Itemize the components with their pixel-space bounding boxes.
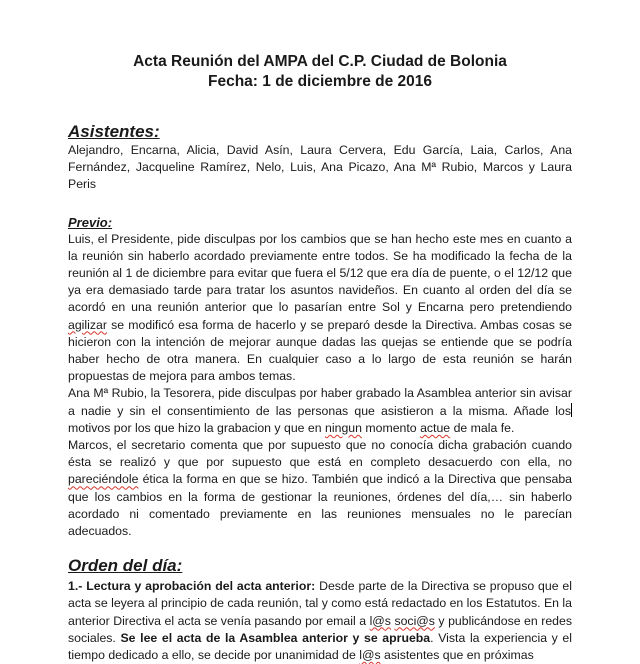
spelling-error: l@s [359, 648, 381, 663]
asistentes-heading: Asistentes: [68, 122, 160, 141]
previo-heading: Previo: [68, 214, 113, 230]
spelling-error: soci@s [394, 613, 435, 628]
previo-p2-start: Ana Mª Rubio, la Tesorera, pide disculpas por haber grabado la Asamblea anterior sin avisar a nadie y sin el consentimiento de las personas que asistieron a la misma. Añade los [68, 386, 572, 418]
previo-paragraph-1 [68, 231, 572, 386]
orden-item-1-e: asistentes que en próximas [380, 648, 534, 663]
spelling-error: agilizar [68, 317, 107, 332]
orden-item-1-c: y publicándose en redes sociales. [68, 613, 572, 645]
document-title: Acta Reunión del AMPA del C.P. Ciudad de Bolonia [133, 53, 507, 70]
asistentes-text: Alejandro, Encarna, Alicia, David Asín, Laura Cervera, Edu García, Laia, Carlos, Ana Fernández, Jacqueline Ramírez, Nelo, Luis, Ana Picazo, Ana Mª Rubio, Marcos y Laura Peris [68, 143, 572, 192]
previo-p2-mid2: momento [361, 420, 421, 435]
orden-item-1-label: 1.- Lectura y aprobación del acta anterior: [68, 579, 316, 594]
orden-item-1 [68, 578, 572, 664]
orden-item-1-a: Desde parte de la Directiva se propuso que el acta se leyera al principio de cada reunión, tal y como está redactado en los Estatutos. En la anterior Directiva el acta se venía pasando por email a [68, 579, 572, 628]
previo-p1-start: Luis, el Presidente, pide disculpas por los cambios que se han hecho este mes en cuanto a la reunión sin haberlo acordado previamente entre todos. Se ha modificado la fecha de la reunión al 1 de diciembre para evitar que fuera el 5/12 que era día de puente, o el 12/12 que ya era demasiado tarde para tratar los asuntos navideños. En cuanto al orden del día se acordó en una reunión anterior que lo pasarían entre Sol y Encarna pero pretendiendo [68, 231, 572, 315]
spelling-error: l@s [369, 613, 391, 628]
orden-heading: Orden del día: [68, 556, 183, 576]
orden-item-1-bold: Se lee el acta de la Asamblea anterior y se aprueba [120, 630, 431, 645]
previo-p3-end: ética la forma en que se hizo. También que indicó a la Directiva que pensaba que los cambios en la forma de gestionar la reuniones, órdenes del día,… sin haberlo acordado ni comentado previamente en las reuniones mensuales no le parecían adecuados. [68, 472, 572, 539]
spelling-error: actue [420, 420, 451, 435]
previo-p2-end: de mala fe. [450, 420, 515, 435]
previo-p1-end: se modificó esa forma de hacerlo y se preparó desde la Directiva. Ambas cosas se hicieron con la intención de mejorar aunque dadas las quejas se entiende que se podría haber hecho de otra manera. En cualquier caso a lo largo de esta reunión se harán propuestas de mejora para ambos temas. [68, 317, 572, 384]
spelling-error: ningun [325, 420, 362, 435]
text-cursor [571, 403, 572, 417]
previo-p3-start: Marcos, el secretario comenta que por supuesto que no conocía dicha grabación cuando ésta se realizó y que por supuesto que está en completo desacuerdo con ella, no [68, 438, 572, 470]
spelling-error: pareciéndole [68, 472, 139, 487]
previo-p2-mid: motivos por los que hizo la grabacion y que en [68, 420, 326, 435]
orden-item-1-d: . Vista la experiencia y el tiempo dedicado a ello, se decide por unanimidad de [68, 630, 573, 663]
previo-paragraph-2 [68, 385, 572, 437]
document-date: Fecha: 1 de diciembre de 2016 [208, 73, 432, 90]
previo-paragraph-3 [68, 437, 572, 540]
